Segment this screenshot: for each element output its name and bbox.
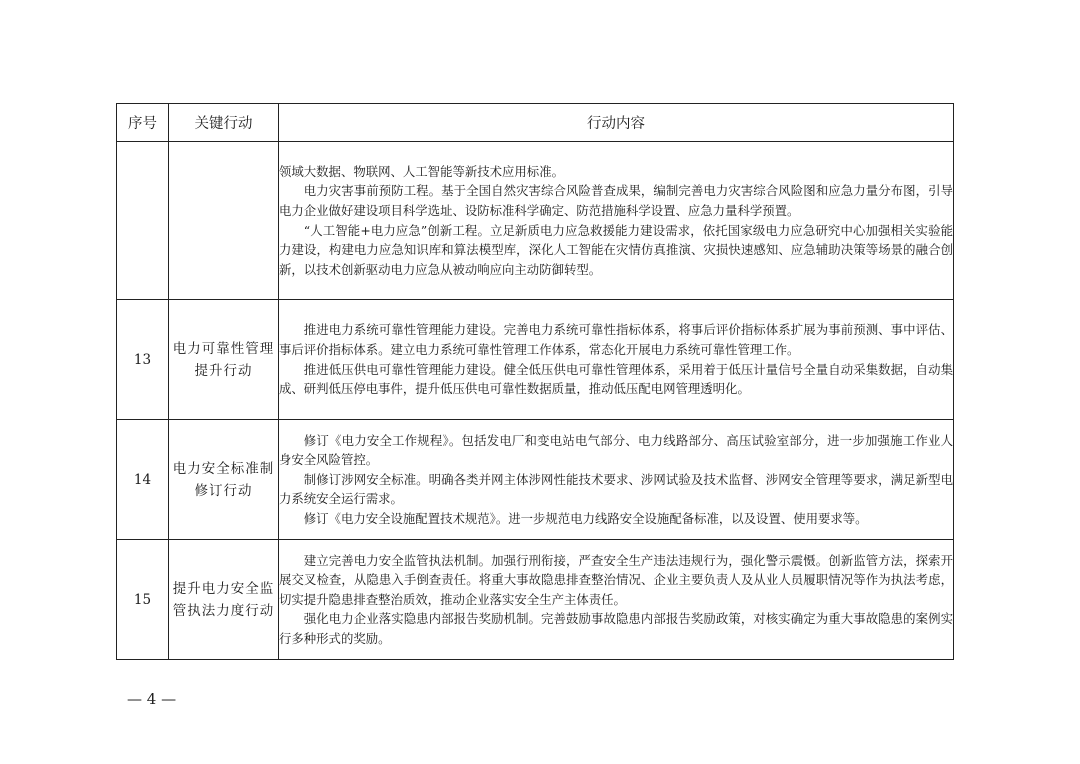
table-row <box>117 420 954 540</box>
content-paragraph: 制修订涉网安全标准。明确各类并网主体涉网性能技术要求、涉网试验及技术监督、涉网安全管理等要求，满足新型电力系统安全运行需求。 <box>279 471 953 507</box>
content-paragraph: 修订《电力安全工作规程》。包括发电厂和变电站电气部分、电力线路部分、高压试验室部分，进一步加强施工作业人身安全风险管控。 <box>279 432 953 468</box>
content-paragraph: 修订《电力安全设施配置技术规范》。进一步规范电力线路安全设施配备标准，以及设置、使用要求等。 <box>303 510 868 526</box>
header-content: 行动内容 <box>279 104 954 142</box>
table-row <box>117 300 954 420</box>
row-content <box>279 540 954 660</box>
content-paragraph: 建立完善电力安全监管执法机制。加强行刑衔接，严查安全生产违法违规行为，强化警示震慑。创新监管方法，探索开展交叉检查，从隐患入手倒查责任。将重大事故隐患排查整治情况、企业主要负责人及从业人员履职情况等作为执法考虑，切实提升隐患排查整治质效，推动企业落实安全生产主体责任。 <box>279 552 953 607</box>
content-paragraph: 领域大数据、物联网、人工智能等新技术应用标准。 <box>279 163 564 179</box>
content-paragraph: 强化电力企业落实隐患内部报告奖励机制。完善鼓励事故隐患内部报告奖励政策，对核实确定为重大事故隐患的案例实行多种形式的奖励。 <box>279 611 953 646</box>
page-number: — 4 — <box>127 690 177 708</box>
content-paragraph: “人工智能+电力应急”创新工程。立足新质电力应急救援能力建设需求，依托国家级电力应急研究中心加强相关实验能力建设，构建电力应急知识库和算法模型库，深化人工智能在灾情仿真推演、灾损快速感知、应急辅助决策等场景的融合创新，以技术创新驱动电力应急从被动响应向主动防御转型。 <box>279 222 953 277</box>
table-header-row <box>117 104 954 142</box>
row-num <box>117 142 169 300</box>
row-action: 提升电力安全监管执法力度行动 <box>169 540 279 660</box>
content-paragraph: 推进电力系统可靠性管理能力建设。完善电力系统可靠性指标体系，将事后评价指标体系扩展为事前预测、事中评估、事后评价指标体系。建立电力系统可靠性管理工作体系，常态化开展电力系统可靠性管理工作。 <box>279 322 953 357</box>
content-paragraph: 电力灾害事前预防工程。基于全国自然灾害综合风险普查成果，编制完善电力灾害综合风险图和应急力量分布图，引导电力企业做好建设项目科学选址、设防标准科学确定、防范措施科学设置、应急力量科学预置。 <box>279 183 953 218</box>
row-content <box>279 420 954 540</box>
content-paragraph: 推进低压供电可靠性管理能力建设。健全低压供电可靠性管理体系，采用着于低压计量信号全量自动采集数据，自动集成、研判低压停电事件，提升低压供电可靠性数据质量，推动低压配电网管理透明化。 <box>279 361 953 397</box>
table-row <box>117 540 954 660</box>
row-num: 15 <box>117 540 169 660</box>
row-num: 13 <box>117 300 169 420</box>
row-action: 电力可靠性管理提升行动 <box>169 300 279 420</box>
table-row <box>117 142 954 300</box>
action-table <box>116 103 954 660</box>
row-num: 14 <box>117 420 169 540</box>
row-action: 电力安全标准制修订行动 <box>169 420 279 540</box>
row-content <box>279 300 954 420</box>
row-content <box>279 142 954 300</box>
row-action <box>169 142 279 300</box>
header-num: 序号 <box>117 104 169 142</box>
header-action: 关键行动 <box>169 104 279 142</box>
